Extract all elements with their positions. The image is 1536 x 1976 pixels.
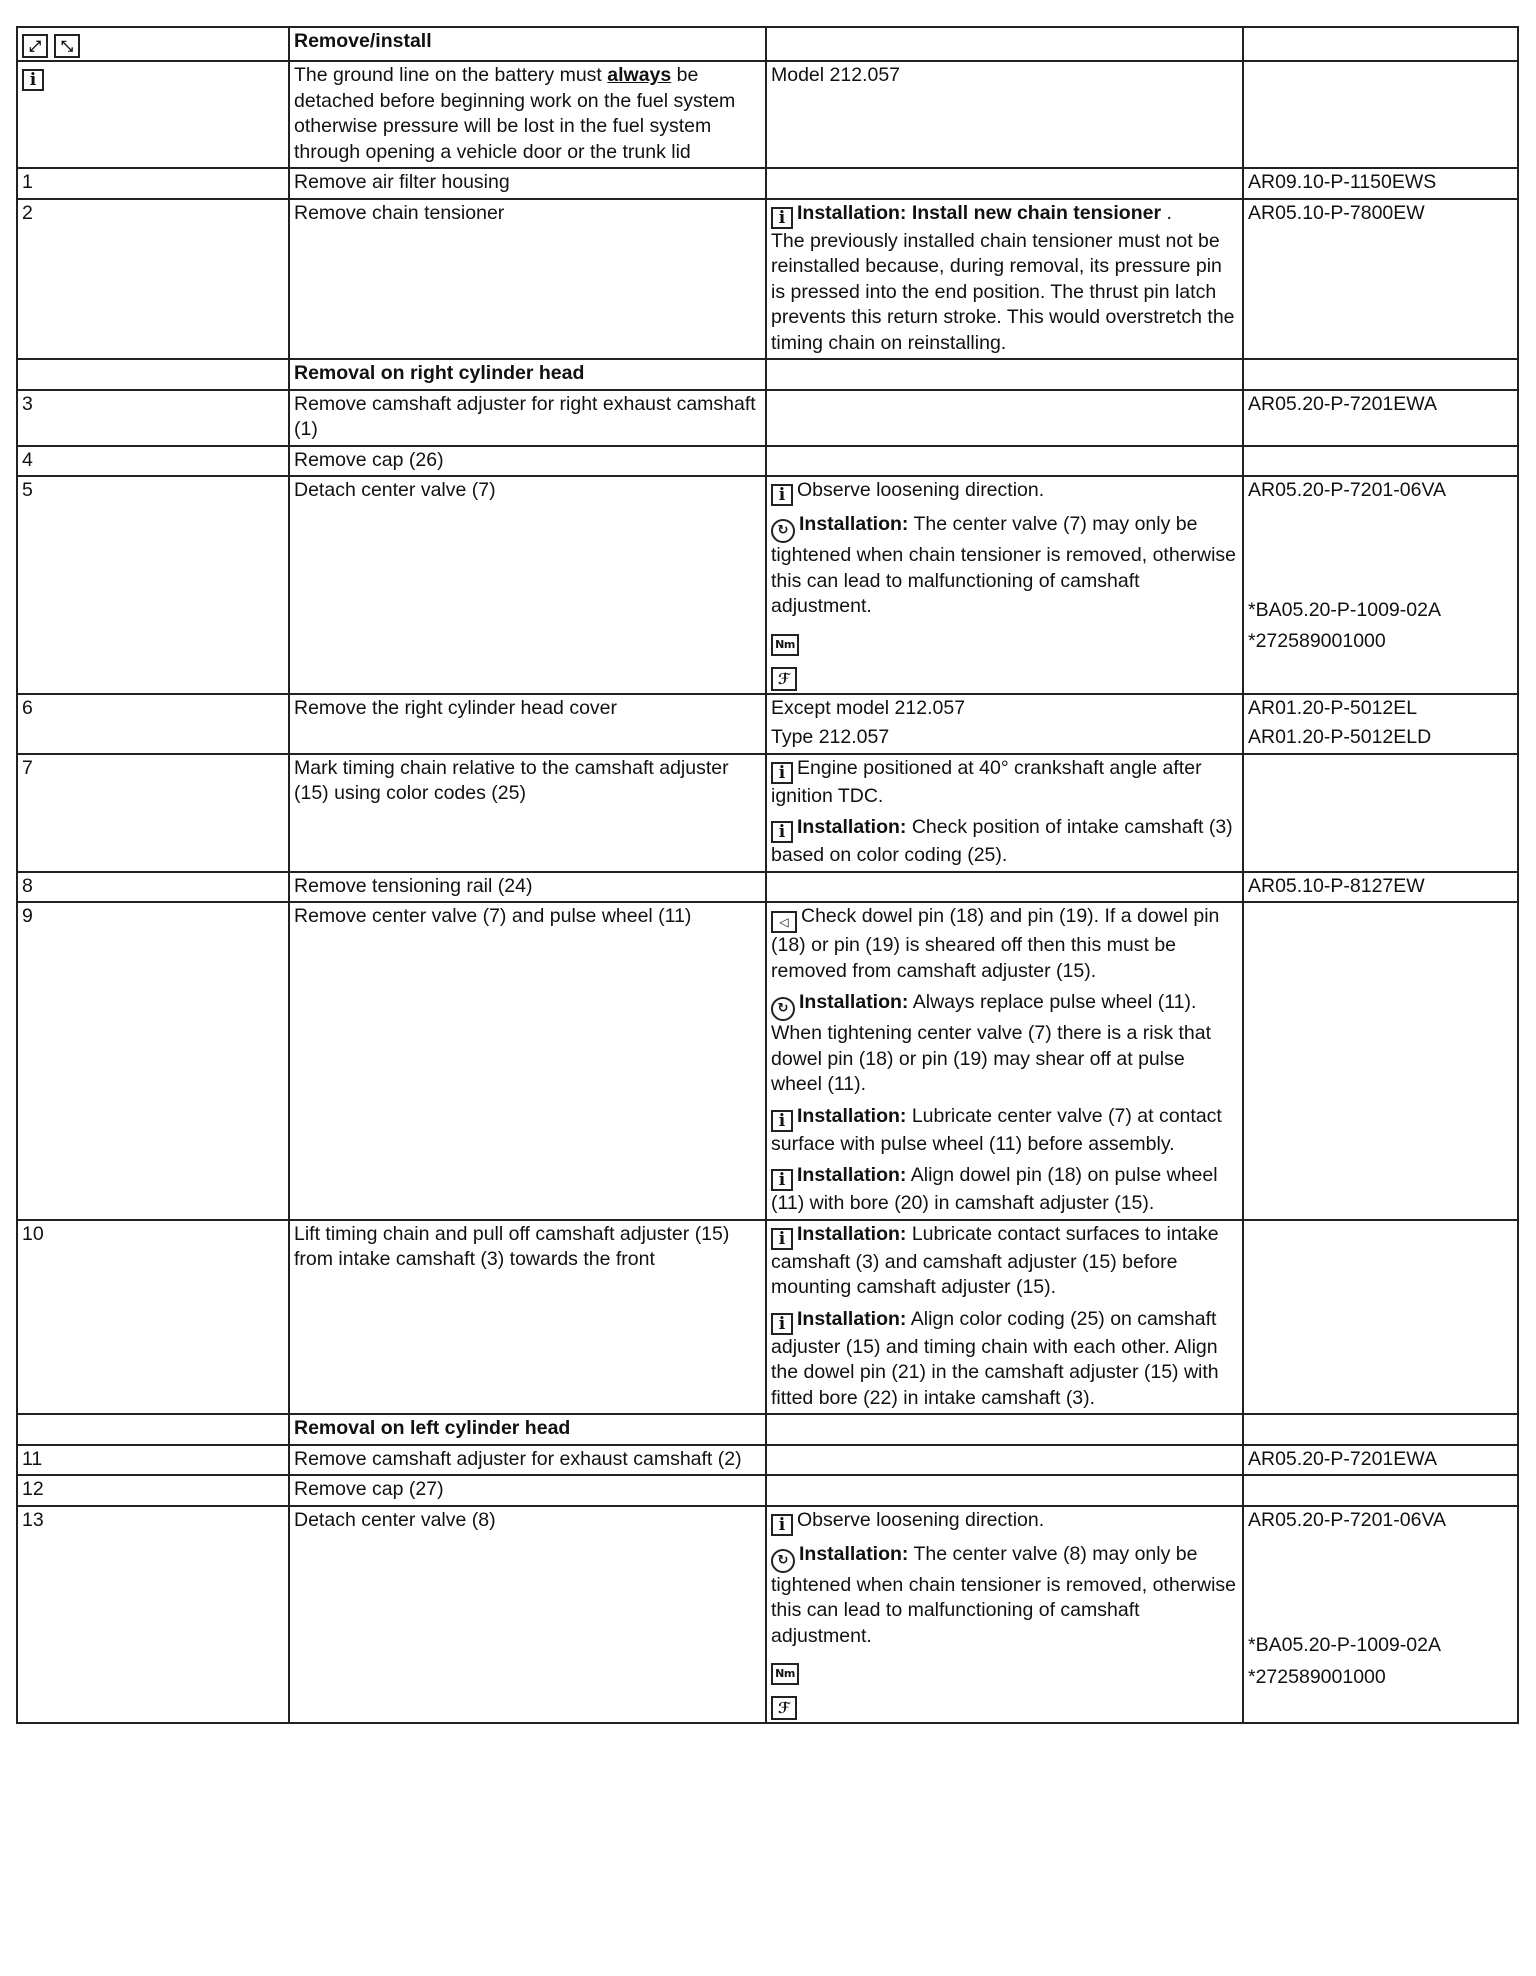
reference-link[interactable]: AR01.20-P-5012EL <box>1248 696 1418 719</box>
torque-icon: ↻ <box>771 997 795 1021</box>
table-row <box>17 902 1518 1220</box>
table-row <box>17 694 1518 754</box>
table-row <box>17 168 1518 199</box>
info-icon: i <box>771 1228 793 1250</box>
section-row <box>17 359 1518 390</box>
reference-link[interactable]: AR05.10-P-7800EW <box>1243 199 1518 360</box>
step-action: Mark timing chain relative to the camshaft adjuster (15) using color codes (25) <box>289 754 766 872</box>
step-number: 3 <box>17 390 289 446</box>
step-number: 13 <box>17 1506 289 1724</box>
step-action: Remove air filter housing <box>289 168 766 199</box>
table-row <box>17 754 1518 872</box>
step-action: Remove the right cylinder head cover <box>289 694 766 754</box>
step-number: 4 <box>17 446 289 477</box>
step-action: Detach center valve (8) <box>289 1506 766 1724</box>
step-action: Remove camshaft adjuster for right exhaust camshaft (1) <box>289 390 766 446</box>
collapse-all-icon[interactable]: ⤡ <box>54 34 80 58</box>
info-icon: i <box>771 1514 793 1536</box>
torque-reference[interactable]: *BA05.20-P-1009-02A <box>1248 598 1441 621</box>
toolbar-cell <box>17 27 289 61</box>
info-icon: i <box>771 207 793 229</box>
step-number: 7 <box>17 754 289 872</box>
reference-link[interactable]: AR05.10-P-8127EW <box>1243 872 1518 903</box>
table-row <box>17 390 1518 446</box>
table-row <box>17 446 1518 477</box>
reference-link[interactable]: AR01.20-P-5012ELD <box>1248 726 1432 748</box>
info-icon: i <box>771 1169 793 1191</box>
step-notes: ◁ Check dowel pin (18) and pin (19). If a dowel pin (18) or pin (19) is sheared off then this must be removed from camshaft adjuster (15). ↻ Installation: Always replace pulse wheel (11). When tightening center valve (7) there is a risk that dowel pin (18) or pin (19) may shear off at pulse wheel (11). i Installation: Lubricate center valve (7) at contact surface with pulse wheel (11) before assembly. i Installation: Align dowel pin (18) on pulse wheel (11) with bore (20) in camshaft adjuster (15). <box>766 902 1243 1220</box>
info-icon: i <box>771 821 793 843</box>
procedure-table <box>16 26 1519 1724</box>
step-action: Remove center valve (7) and pulse wheel (11) <box>289 902 766 1220</box>
step-notes: i Engine positioned at 40° crankshaft angle after ignition TDC. i Installation: Check position of intake camshaft (3) based on color coding (25). <box>766 754 1243 872</box>
intro-row <box>17 61 1518 168</box>
step-action: Lift timing chain and pull off camshaft adjuster (15) from intake camshaft (3) towards the front <box>289 1220 766 1415</box>
torque-icon: ↻ <box>771 519 795 543</box>
special-tool-icon[interactable]: ℱ <box>771 1696 797 1720</box>
table-row <box>17 872 1518 903</box>
torque-spec-icon[interactable]: Nm <box>771 1663 799 1685</box>
condition-text: Type 212.057 <box>771 726 890 748</box>
step-action: Remove tensioning rail (24) <box>289 872 766 903</box>
info-icon: i <box>771 1110 793 1132</box>
special-tool-icon[interactable]: ℱ <box>771 667 797 691</box>
reference-link[interactable]: AR05.20-P-7201-06VA <box>1248 1508 1447 1531</box>
torque-spec-icon[interactable]: Nm <box>771 634 799 656</box>
table-row <box>17 476 1518 694</box>
step-action: Remove cap (27) <box>289 1475 766 1506</box>
step-action: Remove cap (26) <box>289 446 766 477</box>
tool-reference[interactable]: *272589001000 <box>1248 630 1386 652</box>
torque-reference[interactable]: *BA05.20-P-1009-02A <box>1248 1634 1441 1656</box>
step-number: 5 <box>17 476 289 694</box>
table-row <box>17 1475 1518 1506</box>
reference-link[interactable]: AR05.20-P-7201EWA <box>1243 390 1518 446</box>
section-row <box>17 1414 1518 1445</box>
step-notes: i Installation: Install new chain tensioner . The previously installed chain tensioner must not be reinstalled because, during removal, its pressure pin is pressed into the end position. The thrust pin latch prevents this return stroke. This would overstretch the timing chain on reinstalling. <box>766 199 1243 360</box>
reference-link[interactable]: AR05.20-P-7201-06VA <box>1248 479 1447 501</box>
step-number: 11 <box>17 1445 289 1476</box>
table-row <box>17 1445 1518 1476</box>
step-action: Detach center valve (7) <box>289 476 766 694</box>
step-notes: i Installation: Lubricate contact surfaces to intake camshaft (3) and camshaft adjuster (15) before mounting camshaft adjuster (15). i Installation: Align color coding (25) on camshaft adjuster (15) and timing chain with each other. Align the dowel pin (21) in the camshaft adjuster (15) with fitted bore (22) in intake camshaft (3). <box>766 1220 1243 1415</box>
step-action: Remove chain tensioner <box>289 199 766 360</box>
tool-reference[interactable]: *272589001000 <box>1248 1665 1386 1688</box>
table-row <box>17 199 1518 360</box>
step-number: 2 <box>17 199 289 360</box>
reference-link[interactable]: AR09.10-P-1150EWS <box>1243 168 1518 199</box>
info-icon: i <box>771 1313 793 1335</box>
step-number: 10 <box>17 1220 289 1415</box>
step-number: 1 <box>17 168 289 199</box>
section-title: Removal on right cylinder head <box>289 359 766 390</box>
step-number: 6 <box>17 694 289 754</box>
step-notes: i Observe loosening direction. ↻ Installation: The center valve (7) may only be tightened when chain tensioner is removed, otherwise this can lead to malfunctioning of camshaft adjustment. Nm ℱ <box>766 476 1243 694</box>
section-title: Removal on left cylinder head <box>289 1414 766 1445</box>
step-number: 12 <box>17 1475 289 1506</box>
torque-icon: ↻ <box>771 1549 795 1573</box>
step-number: 9 <box>17 902 289 1220</box>
table-row <box>17 1220 1518 1415</box>
intro-text: The ground line on the battery must always be detached before beginning work on the fuel system otherwise pressure will be lost in the fuel system through opening a vehicle door or the trunk lid <box>289 61 766 168</box>
section-title: Remove/install <box>289 27 766 61</box>
info-icon: i <box>771 762 793 784</box>
header-row <box>17 27 1518 61</box>
check-icon: ◁ <box>771 911 797 933</box>
step-action: Remove camshaft adjuster for exhaust camshaft (2) <box>289 1445 766 1476</box>
info-icon: i <box>22 69 44 91</box>
table-row <box>17 1506 1518 1724</box>
expand-all-icon[interactable]: ⤢ <box>22 34 48 58</box>
emphasis-text: always <box>607 64 672 86</box>
reference-link[interactable]: AR05.20-P-7201EWA <box>1243 1445 1518 1476</box>
model-note: Model 212.057 <box>766 61 1243 168</box>
step-notes: i Observe loosening direction. ↻ Installation: The center valve (8) may only be tightened when chain tensioner is removed, otherwise this can lead to malfunctioning of camshaft adjustment. Nm ℱ <box>766 1506 1243 1724</box>
condition-text: Except model 212.057 <box>771 696 966 719</box>
step-number: 8 <box>17 872 289 903</box>
info-icon: i <box>771 484 793 506</box>
